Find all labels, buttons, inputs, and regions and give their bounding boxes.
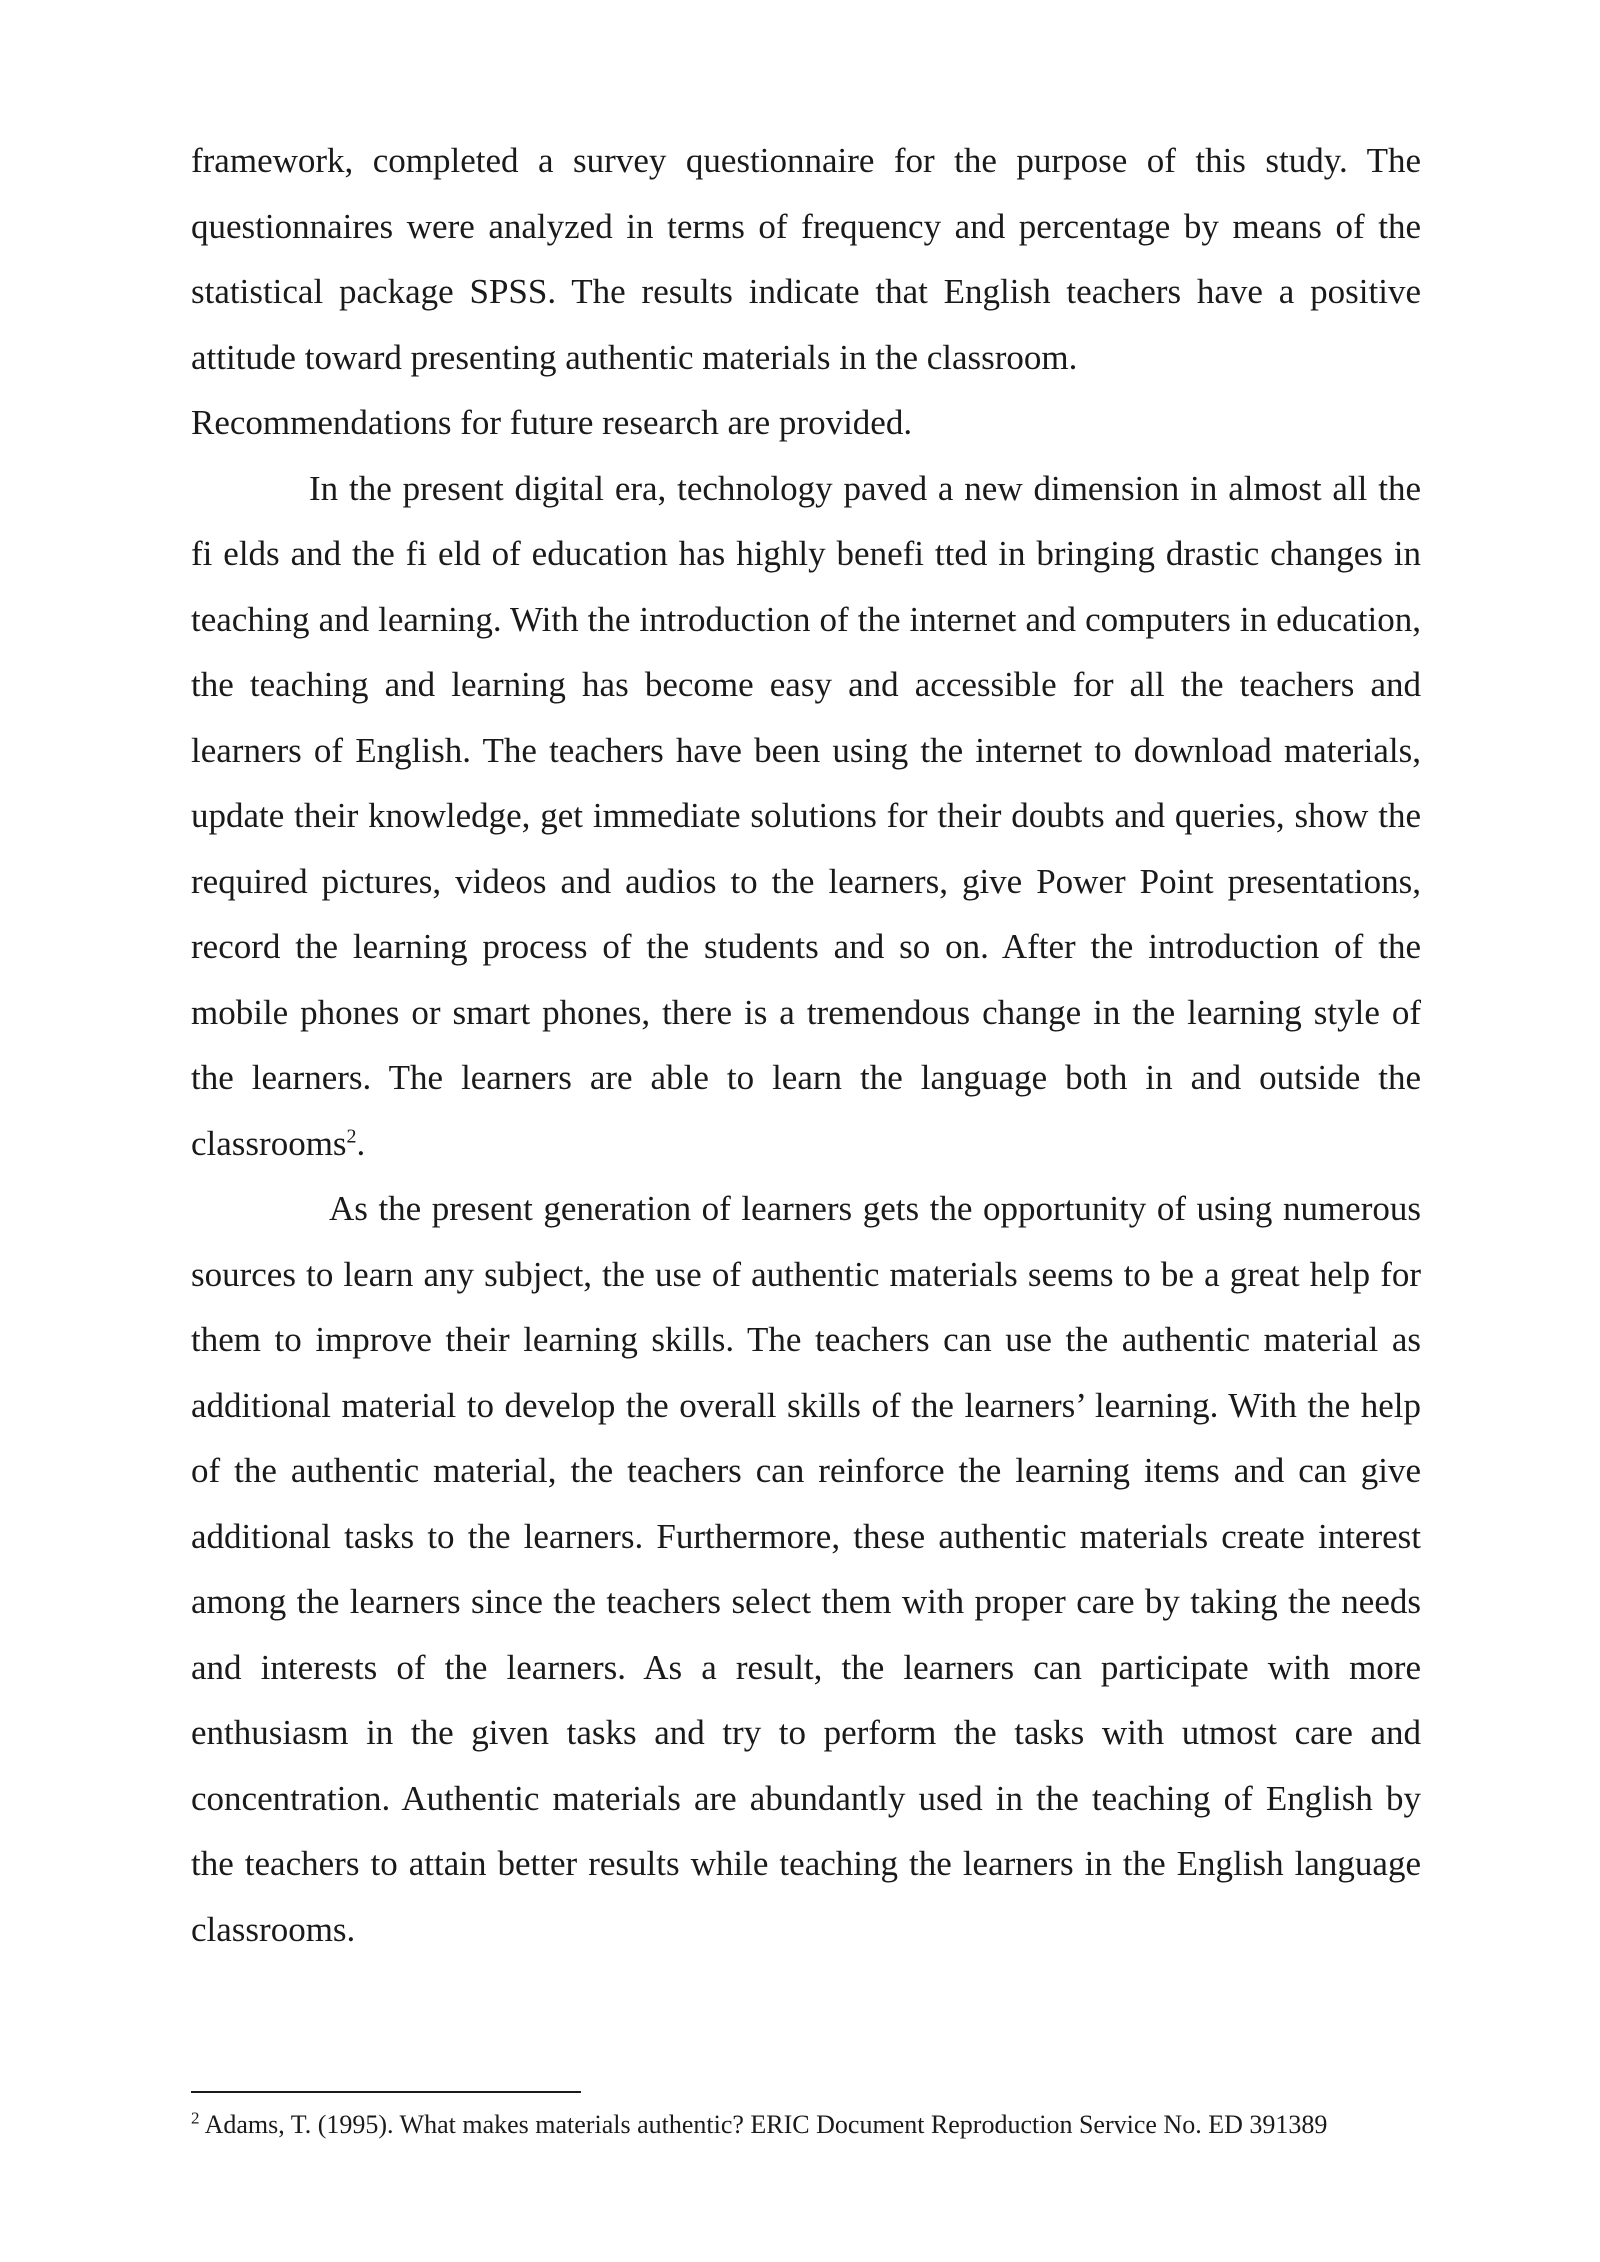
paragraph-present-generation bbox=[191, 1176, 1421, 1962]
footnote bbox=[191, 2108, 1451, 2142]
paragraph-text: framework, completed a survey questionnaire for the purpose of this study. The questionnaires were analyzed in terms of frequency and percentage by means of the statistical package SPSS. The results indicate that English teachers have a positive attitude toward presenting authentic materials in the classroom. bbox=[191, 141, 1421, 377]
paragraph-text: In the present digital era, technology paved a new dimension in almost all the fi elds and the fi eld of education has highly benefi tted in bringing drastic changes in teaching and learning. With the introduction of the internet and computers in education, the teaching and learning has become easy and accessible for all the teachers and learners of English. The teachers have been using the internet to download materials, update their knowledge, get immediate solutions for their doubts and queries, show the required pictures, videos and audios to the learners, give Power Point presentations, record the learning process of the students and so on. After the introduction of the mobile phones or smart phones, there is a tremendous change in the learning style of the learners. The learners are able to learn the language both in and outside the classrooms bbox=[191, 468, 1421, 1163]
footnote-reference[interactable]: 2 bbox=[346, 1124, 357, 1147]
body-text bbox=[191, 128, 1421, 1962]
footnote-marker: 2 bbox=[191, 2108, 200, 2128]
footnote-text: Adams, T. (1995). What makes materials authentic? ERIC Document Reproduction Service No. ED 391389 bbox=[199, 2110, 1328, 2139]
paragraph-tail: Recommendations for future research are provided. bbox=[191, 403, 913, 442]
footnote-divider bbox=[191, 2091, 581, 2093]
paragraph-continued bbox=[191, 128, 1421, 456]
paragraph-digital-era bbox=[191, 456, 1421, 1177]
paragraph-end: . bbox=[356, 1123, 366, 1163]
paragraph-text: As the present generation of learners gets the opportunity of using numerous sources to learn any subject, the use of authentic materials seems to be a great help for them to improve their learning skills. The teachers can use the authentic material as additional material to develop the overall skills of the learners’ learning. With the help of the authentic material, the teachers can reinforce the learning items and can give additional tasks to the learners. Furthermore, these authentic materials create interest among the learners since the teachers select them with proper care by taking the needs and interests of the learners. As a result, the learners can participate with more enthusiasm in the given tasks and try to perform the tasks with utmost care and concentration. Authentic materials are abundantly used in the teaching of English by the teachers to attain better results while teaching the learners in the English language classrooms. bbox=[191, 1189, 1421, 1949]
